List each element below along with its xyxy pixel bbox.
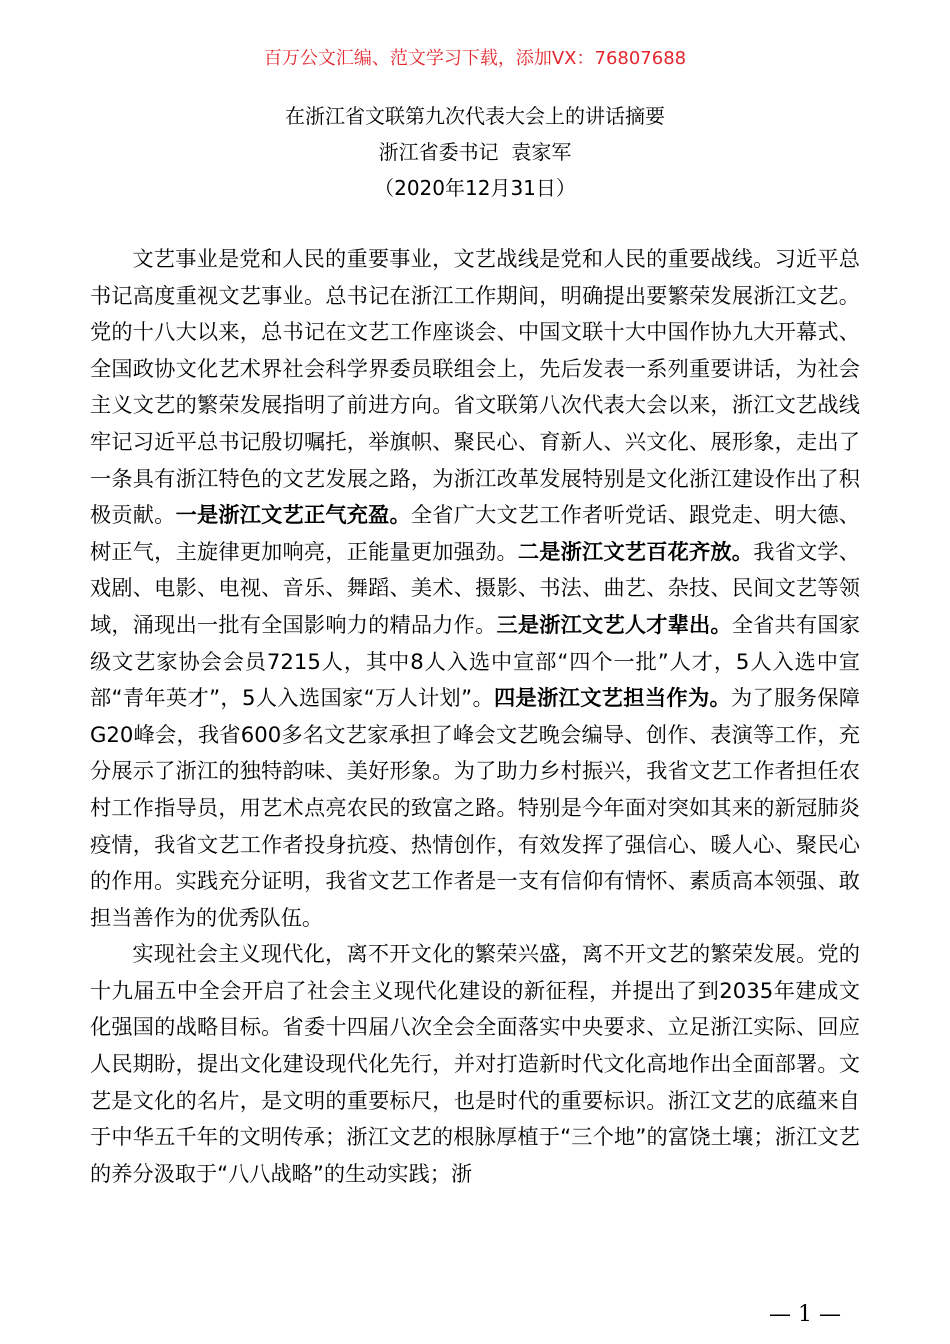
point-4-heading: 四是浙江文艺担当作为。	[494, 685, 732, 711]
paragraph-1-text-2: 全省广大文艺工作者听党话、跟党走、明大德、树正气，主旋律更加响亮，正能量更加强劲。	[90, 502, 860, 564]
point-3-heading: 三是浙江文艺人才辈出。	[496, 611, 732, 637]
paragraph-1-text-1: 文艺事业是党和人民的重要事业，文艺战线是党和人民的重要战线。习近平总书记高度重视文艺事业。总书记在浙江工作期间，明确提出要繁荣发展浙江文艺。党的十八大以来，总书记在文艺工作座谈会、中国文联十大中国作协九大开幕式、全国政协文化艺术界社会科学界委员联组会上，先后发表一系列重要讲话，为社会主义文艺的繁荣发展指明了前进方向。省文联第八次代表大会以来，浙江文艺战线牢记习近平总书记殷切嘱托，举旗帜、聚民心、育新人、兴文化、展形象，走出了一条具有浙江特色的文艺发展之路，为浙江改革发展特别是文化浙江建设作出了积极贡献。	[90, 246, 860, 528]
point-2-heading: 二是浙江文艺百花齐放。	[517, 538, 754, 564]
paragraph-2: 实现社会主义现代化，离不开文化的繁荣兴盛，离不开文艺的繁荣发展。党的十九届五中全会开启了社会主义现代化建设的新征程，并提出了到2035年建成文化强国的战略目标。省委十四届八次全会全面落实中央要求、立足浙江实际、回应人民期盼，提出文化建设现代化先行，并对打造新时代文化高地作出全面部署。文艺是文化的名片，是文明的重要标尺，也是时代的重要标识。浙江文艺的底蕴来自于中华五千年的文明传承；浙江文艺的根脉厚植于“三个地”的富饶土壤；浙江文艺的养分汲取于“八八战略”的生动实践；浙	[90, 941, 860, 1186]
page-number: — 1 —	[769, 1302, 841, 1327]
document-header	[0, 98, 950, 206]
document-body	[90, 241, 860, 1192]
paragraph-1	[90, 241, 860, 936]
paragraph-1-text-4: 全省共有国家级文艺家协会会员7215人，其中8人入选中宣部“四个一批”人才，5人入选中宣部“青年英才”，5人入选国家“万人计划”。	[90, 611, 860, 711]
speech-date: （2020年12月31日）	[374, 176, 576, 200]
document-title: 在浙江省文联第九次代表大会上的讲话摘要	[285, 104, 665, 128]
paragraph-1-text-5: 为了服务保障G20峰会，我省600多名文艺家承担了峰会文艺晚会编导、创作、表演等工作，充分展示了浙江的独特韵味、美好形象。为了助力乡村振兴，我省文艺工作者担任农村工作指导员，用艺术点亮农民的致富之路。特别是今年面对突如其来的新冠肺炎疫情，我省文艺工作者投身抗疫、热情创作，有效发挥了强信心、暖人心、聚民心的作用。实践充分证明，我省文艺工作者是一支有信仰有情怀、素质高本领强、敢担当善作为的优秀队伍。	[90, 685, 860, 930]
speaker-line: 浙江省委书记 袁家军	[378, 140, 572, 164]
point-1-heading: 一是浙江文艺正气充盈。	[175, 502, 411, 528]
paragraph-1-text-3: 我省文学、戏剧、电影、电视、音乐、舞蹈、美术、摄影、书法、曲艺、杂技、民间文艺等领域，涌现出一批有全国影响力的精品力作。	[90, 538, 860, 637]
watermark-banner: 百万公文汇编、范文学习下载，添加VX：76807688	[263, 48, 687, 69]
